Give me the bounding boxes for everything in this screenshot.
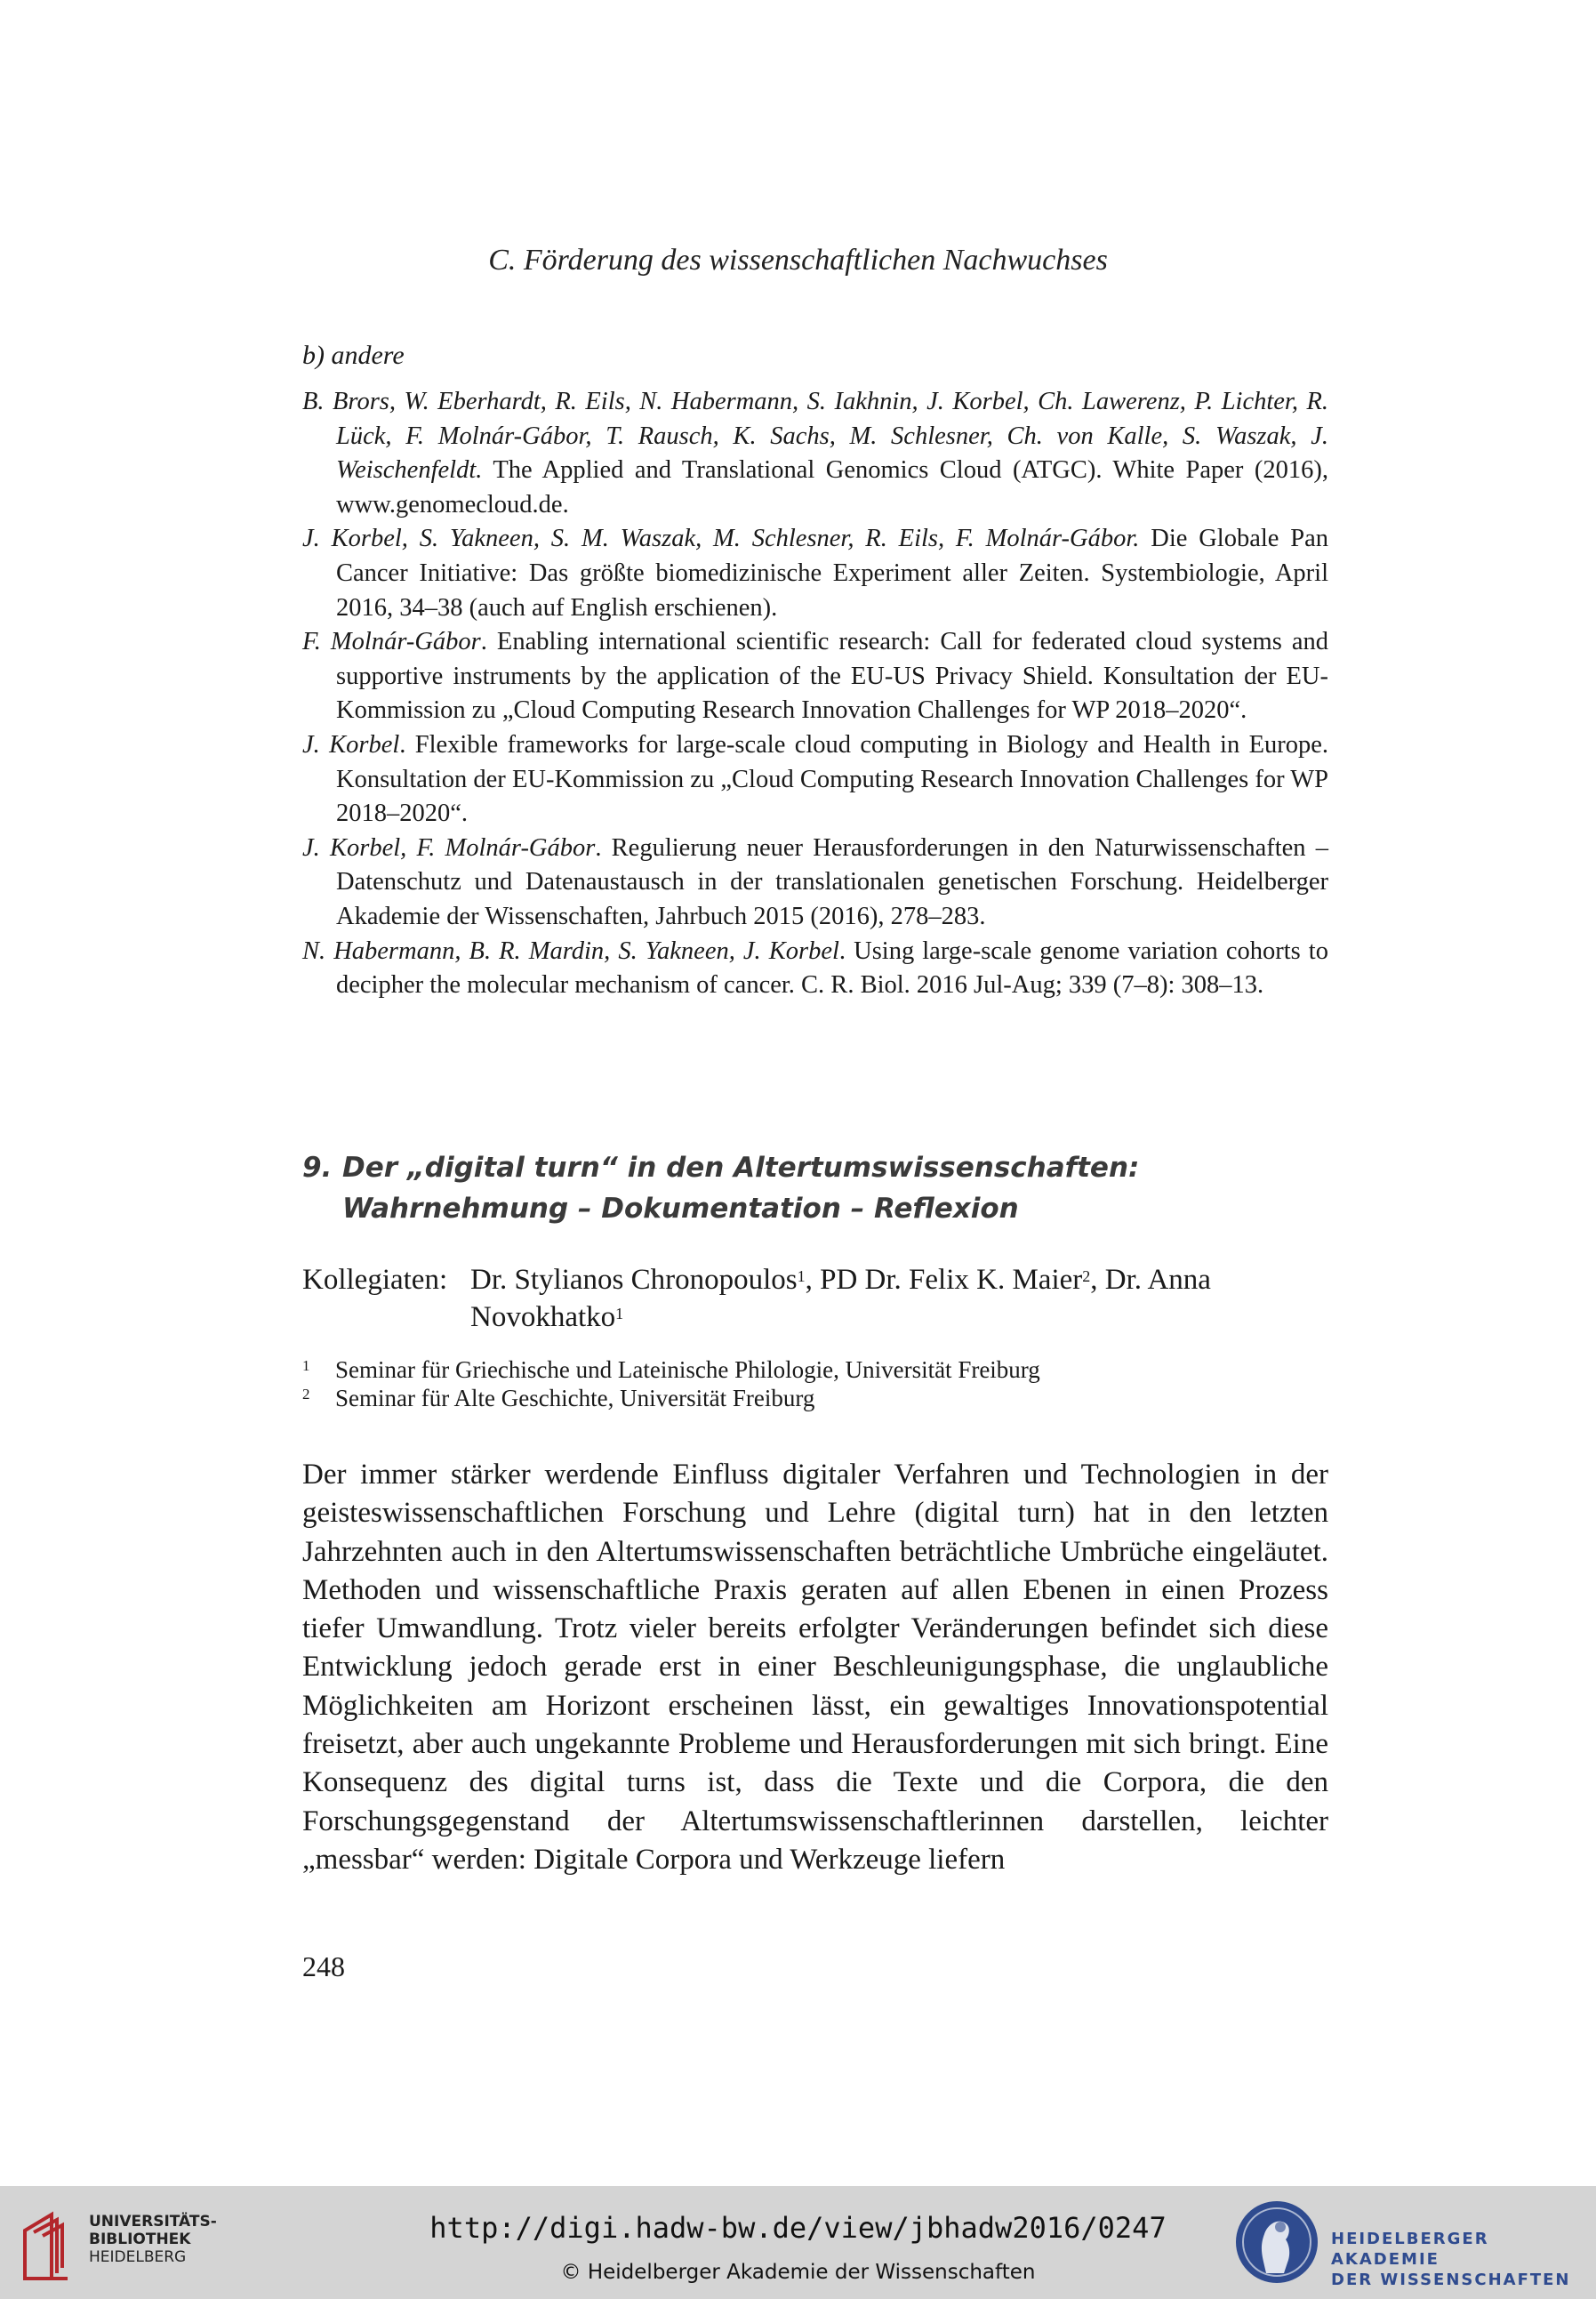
kollegiat-name: , PD Dr. Felix K. Maier [805, 1264, 1083, 1296]
source-url-link[interactable]: http://digi.hadw-bw.de/view/jbhadw2016/0247 [429, 2211, 1167, 2245]
reference-authors: N. Habermann, B. R. Mardin, S. Yakneen, J. Korbel [302, 936, 839, 965]
ub-line: HEIDELBERG [89, 2248, 187, 2266]
page-number: 248 [302, 1950, 345, 1982]
reference-item [302, 385, 1328, 522]
reference-authors: F. Molnár-Gábor [302, 628, 481, 656]
reference-item [302, 522, 1328, 625]
footnote-number: 2 [302, 1386, 310, 1403]
ub-line: UNIVERSITÄTS- [89, 2213, 217, 2231]
hadw-line: HEIDELBERGER AKADEMIE [1331, 2230, 1489, 2269]
reference-authors: J. Korbel, F. Molnár-Gábor [302, 833, 596, 862]
kollegiaten-line [302, 1261, 1334, 1336]
reference-item [302, 935, 1328, 1003]
footnote-item [302, 1355, 1334, 1384]
footnote-ref: 1 [615, 1305, 624, 1322]
section-title [302, 1147, 1334, 1229]
reference-text: The Applied and Translational Genomics Cloud (ATGC). White Paper (2016), www.genomecloud.de. [336, 456, 1328, 518]
body-paragraph: Der immer stärker werdende Einfluss digitaler Verfahren und Technologien in der geisteswissenschaftlichen Forschung und Lehre (digital turn) hat in den letzten Jahrzehnten auch in den Altertumswissenschaften beträchtliche Umbrüche eingeläutet. Methoden und wissenschaftliche Praxis geraten auf allen Ebenen in einen Prozess tiefer Umwandlung. Trotz vieler bereits erfolgter Veränderungen befindet sich diese Entwicklung jedoch gerade erst in einer Beschleunigungsphase, die unglaubliche Möglichkeiten am Horizont erscheinen lässt, ein gewaltiges Innovationspotential freisetzt, aber auch ungekannte Probleme und Herausforderungen mit sich bringt. Eine Konsequenz des digital turns ist, dass die Texte und die Corpora, die den Forschungsgegenstand der Altertumswissenschaftlerinnen darstellen, leichter „messbar“ werden: Digitale Corpora und Werkzeuge liefern [302, 1459, 1328, 1876]
kollegiat-name: Dr. Stylianos Chronopoulos [470, 1264, 798, 1296]
reference-item [302, 728, 1328, 832]
kollegiaten-label: Kollegiaten: [302, 1264, 448, 1296]
kollegiat-name: , Dr. Anna Novokhatko [470, 1264, 1211, 1333]
footer-bar [0, 2186, 1596, 2299]
reference-item [302, 832, 1328, 935]
reference-authors: B. Brors, W. Eberhardt, R. Eils, N. Habermann, S. Iakhnin, J. Korbel, Ch. Lawerenz, P. Lichter, R. Lück, F. Molnár-Gábor, T. Rausch, K. Sachs, M. Schlesner, Ch. von Kalle, S. Waszak, J. Weischenfeldt. [302, 388, 1328, 485]
reference-text: . Regulierung neuer Herausforderungen in den Naturwissenschaften – Datenschutz und Datenaustausch in der translationalen genetischen Forschung. Heidelberger Akademie der Wissenschaften, Jahrbuch 2015 (2016), 278–283. [336, 833, 1328, 930]
hadw-line: DER WISSENSCHAFTEN [1331, 2271, 1571, 2289]
reference-text: . Enabling international scientific research: Call for federated cloud systems and supportive instruments by the application of the EU-US Privacy Shield. Konsultation der EU-Kommission zu „Cloud Computing Research Innovation Challenges for WP 2018–2020“. [336, 628, 1329, 725]
footnote-ref: 2 [1082, 1267, 1091, 1285]
footnote-number: 1 [302, 1357, 310, 1374]
hadw-wordmark [1331, 2229, 1596, 2290]
footnote-ref: 1 [797, 1267, 806, 1285]
reference-authors: J. Korbel, S. Yakneen, S. M. Waszak, M. Schlesner, R. Eils, F. Molnár-Gábor. [302, 525, 1140, 553]
hadw-seal-icon [1232, 2195, 1321, 2289]
running-header: C. Förderung des wissenschaftlichen Nachwuchses [488, 244, 1108, 277]
section-title-line2: Wahrnehmung – Dokumentation – Reflexion [342, 1193, 1019, 1225]
footnote-item [302, 1384, 1334, 1412]
reference-item [302, 625, 1328, 728]
footnote-text: Seminar für Alte Geschichte, Universität Freiburg [335, 1385, 815, 1411]
footnote-text: Seminar für Griechische und Lateinische Philologie, Universität Freiburg [335, 1356, 1040, 1383]
ub-line: BIBLIOTHEK [89, 2231, 191, 2248]
reference-text: . Flexible frameworks for large-scale cloud computing in Biology and Health in Europe. Konsultation der EU-Kommission zu „Cloud Computing Research Innovation Challenges for WP 2018–2020“. [336, 730, 1328, 828]
affiliation-footnotes [302, 1355, 1334, 1412]
section-number: 9. [302, 1152, 333, 1184]
reference-text: Die Globale Pan Cancer Initiative: Das größte biomedizinische Experiment aller Zeiten. Systembiologie, April 2016, 34–38 (auch auf English erschienen). [336, 525, 1328, 622]
kollegiaten-names [470, 1261, 1334, 1336]
reference-list [302, 385, 1328, 1003]
reference-text: . Using large-scale genome variation cohorts to decipher the molecular mechanism of cancer. C. R. Biol. 2016 Jul-Aug; 339 (7–8): 308–13. [336, 936, 1328, 1000]
subheading: b) andere [302, 341, 405, 370]
section-title-line1: Der „digital turn“ in den Altertumswissenschaften: [342, 1152, 1140, 1184]
reference-authors: J. Korbel [302, 730, 400, 759]
copyright-notice: © Heidelberger Akademie der Wissenschaften [560, 2261, 1036, 2284]
